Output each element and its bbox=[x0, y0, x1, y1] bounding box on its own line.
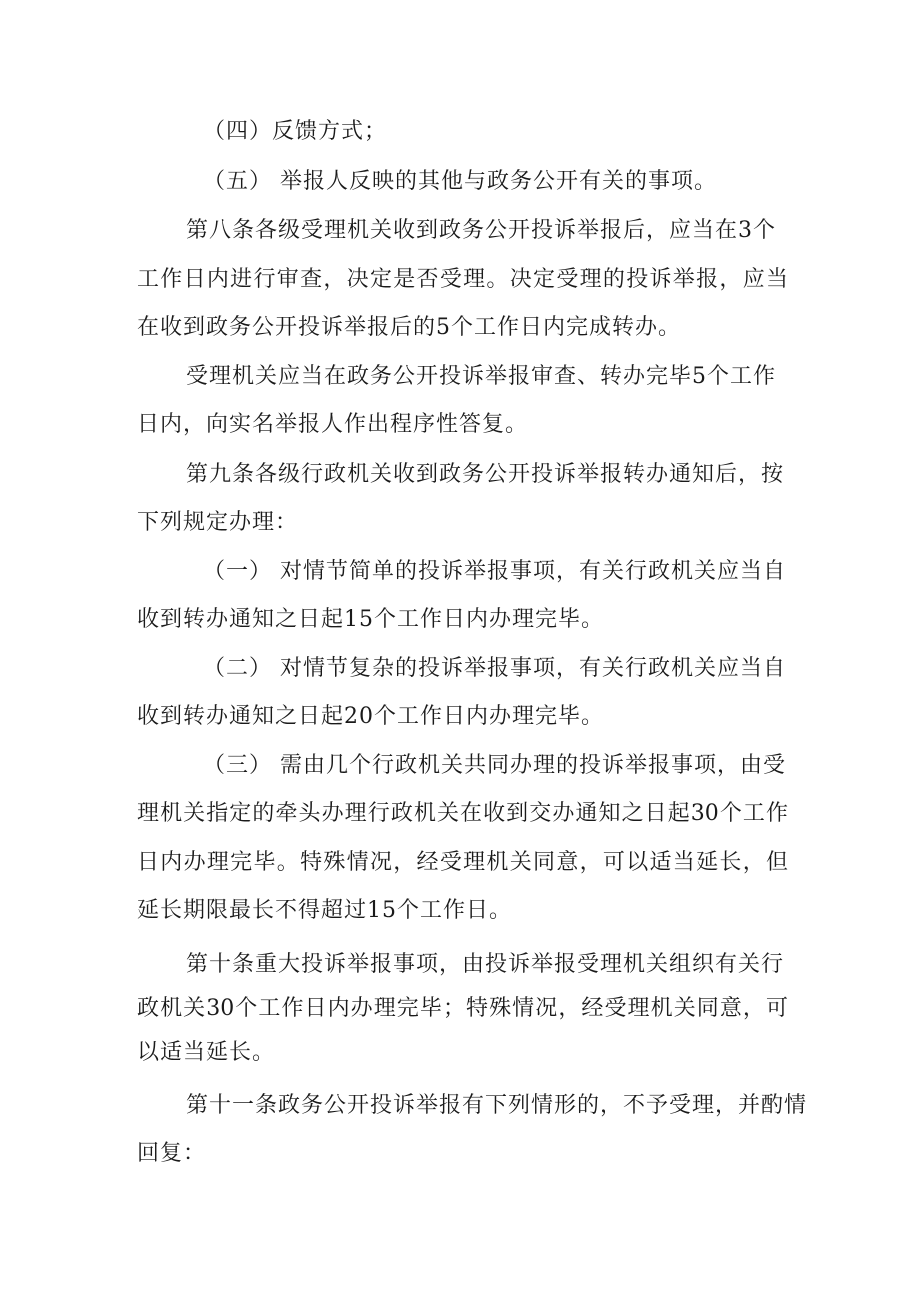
item-three-line-4: 延长期限最长不得超过15个工作日。 bbox=[137, 898, 512, 923]
article-eight-line-2: 工作日内进行审查，决定是否受理。决定受理的投诉举报，应当 bbox=[137, 267, 788, 292]
item-three-line-2: 理机关指定的牵头办理行政机关在收到交办通知之日起30个工作 bbox=[137, 801, 788, 826]
item-five-other-matters: （五） 举报人反映的其他与政务公开有关的事项。 bbox=[203, 169, 717, 194]
item-one-line-1: （一） 对情节简单的投诉举报事项，有关行政机关应当自 bbox=[203, 559, 786, 584]
item-one-line-2: 收到转办通知之日起15个工作日内办理完毕。 bbox=[137, 607, 604, 632]
article-eleven-line-1: 第十一条政务公开投诉举报有下列情形的，不予受理，并酌情 bbox=[186, 1093, 808, 1118]
item-three-line-3: 日内办理完毕。特殊情况，经受理机关同意，可以适当延长，但 bbox=[137, 850, 788, 875]
article-nine-line-1: 第九条各级行政机关收到政务公开投诉举报转办通知后，按 bbox=[186, 462, 785, 487]
item-two-line-2: 收到转办通知之日起20个工作日内办理完毕。 bbox=[137, 704, 604, 729]
item-three-line-1: （三） 需由几个行政机关共同办理的投诉举报事项，由受 bbox=[203, 753, 786, 778]
reply-paragraph-line-1: 受理机关应当在政务公开投诉举报审查、转办完毕5个工作 bbox=[186, 364, 776, 389]
item-two-line-1: （二） 对情节复杂的投诉举报事项，有关行政机关应当自 bbox=[203, 656, 786, 681]
article-ten-line-1: 第十条重大投诉举报事项，由投诉举报受理机关组织有关行 bbox=[186, 952, 785, 977]
article-nine-line-2: 下列规定办理： bbox=[137, 510, 299, 535]
reply-paragraph-line-2: 日内，向实名举报人作出程序性答复。 bbox=[137, 412, 529, 437]
article-ten-line-2: 政机关30个工作日内办理完毕；特殊情况，经受理机关同意，可 bbox=[137, 996, 788, 1021]
article-eight-line-3: 在收到政务公开投诉举报后的5个工作日内完成转办。 bbox=[137, 315, 681, 340]
article-eight-line-1: 第八条各级受理机关收到政务公开投诉举报后，应当在3个 bbox=[186, 218, 776, 243]
article-ten-line-3: 以适当延长。 bbox=[137, 1040, 276, 1065]
item-four-feedback: （四）反馈方式； bbox=[203, 119, 388, 144]
article-eleven-line-2: 回复： bbox=[137, 1141, 207, 1166]
